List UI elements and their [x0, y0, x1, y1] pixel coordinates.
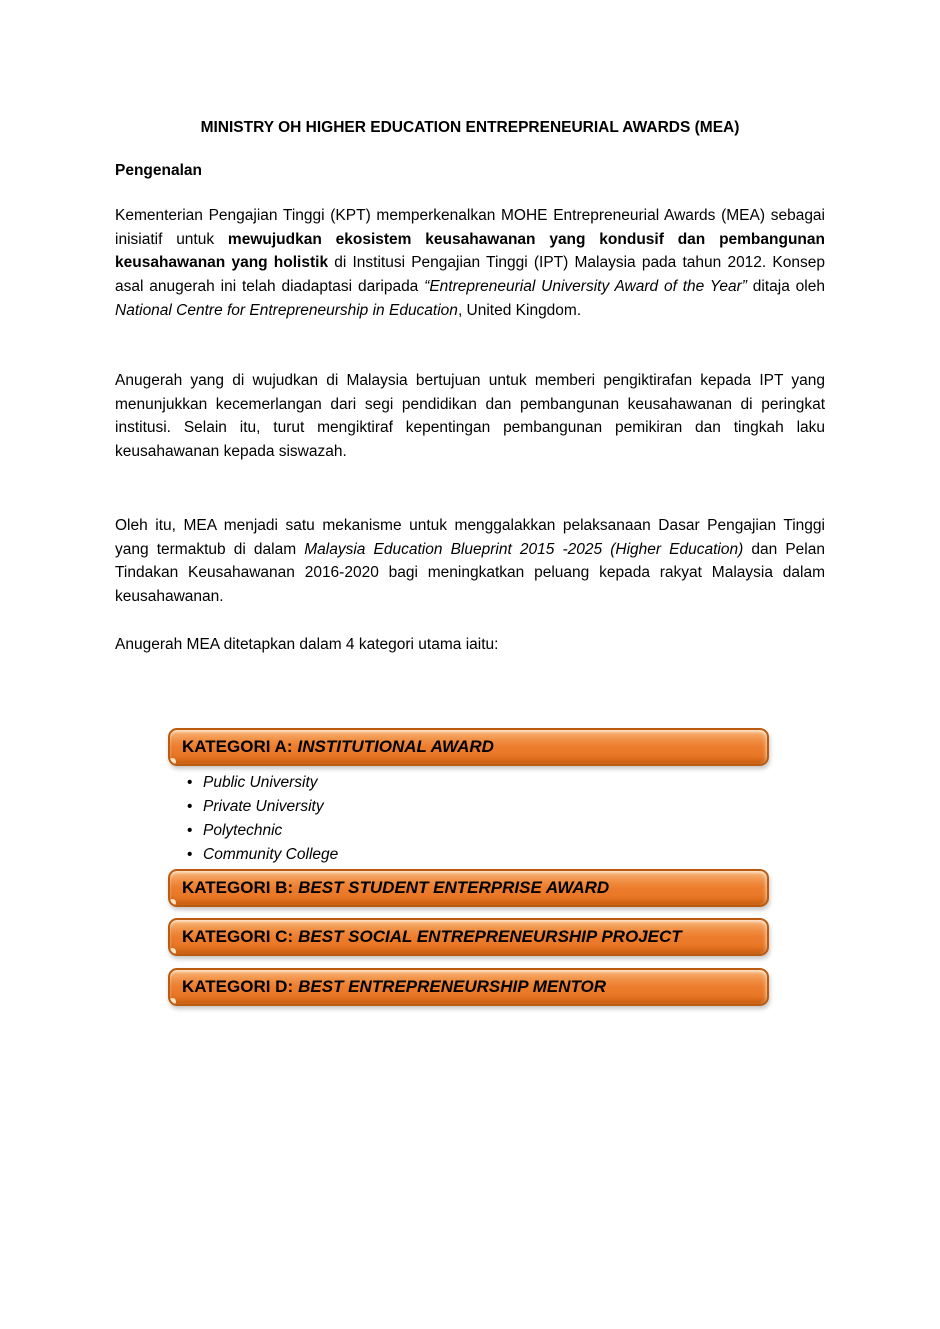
category-name: INSTITUTIONAL AWARD [297, 737, 494, 757]
text-run-normal: di Institusi Pengajian Tinggi (IPT) Malaysia pada tahun 2012. Konsep asal anugerah ini telah diadaptasi daripada [115, 254, 825, 296]
text-run-normal: , United Kingdom. [457, 301, 582, 319]
paragraph-4 [115, 633, 825, 657]
text-run-bold: mewujudkan ekosistem keusahawanan yang kondusif dan pembangunan keusahawanan yang holistik [115, 230, 825, 272]
category-name: BEST ENTREPRENEURSHIP MENTOR [298, 977, 607, 997]
category-banner [168, 918, 769, 956]
text-run-normal: Oleh itu, MEA menjadi satu mekanisme untuk menggalakkan pelaksanaan Dasar Pengajian Tinggi yang termaktub di dalam [115, 517, 825, 558]
page-title: MINISTRY OH HIGHER EDUCATION ENTREPRENEURIAL AWARDS (MEA) [200, 119, 740, 136]
category-block-a [168, 728, 769, 867]
text-run-normal: Anugerah MEA ditetapkan dalam 4 kategori utama iaitu: [115, 636, 499, 653]
category-banner [168, 968, 769, 1006]
category-banner [168, 869, 769, 907]
text-run-italic: National Centre for Entrepreneurship in Education [115, 301, 458, 319]
category-label: KATEGORI B: [182, 878, 294, 898]
bullet-item: • Community College [168, 843, 769, 867]
category-name: BEST SOCIAL ENTREPRENEURSHIP PROJECT [298, 927, 682, 947]
bullet-item: • Public University [168, 771, 769, 795]
section-heading: Pengenalan [115, 162, 202, 179]
text-run-normal: ditaja oleh [746, 278, 825, 296]
text-run-italic: “Entrepreneurial University Award of the Year” [424, 278, 747, 296]
text-run-italic: Malaysia Education Blueprint 2015 -2025 (Higher Education) [304, 540, 744, 558]
text-run-normal: Anugerah yang di wujudkan di Malaysia bertujuan untuk memberi pengiktirafan kepada IPT yang menunjukkan kecemerlangan dari segi pendidikan dan pembangunan keusahawanan di peringkat institusi. Selain itu, turut mengiktiraf kepentingan pembangunan pemikiran dan tingkah laku keusahawanan kepada siswazah. [115, 372, 825, 461]
paragraph-2 [115, 369, 825, 464]
paragraph-3 [115, 514, 825, 609]
category-label: KATEGORI D: [182, 977, 294, 997]
category-label: KATEGORI C: [182, 927, 294, 947]
text-run-normal: Kementerian Pengajian Tinggi (KPT) memperkenalkan MOHE Entrepreneurial Awards (MEA) sebagai inisiatif untuk [115, 207, 825, 248]
category-block-b [168, 869, 769, 907]
category-name: BEST STUDENT ENTERPRISE AWARD [298, 878, 610, 898]
category-block-d [168, 968, 769, 1006]
bullet-item: • Polytechnic [168, 819, 769, 843]
text-run-normal: dan Pelan Tindakan Keusahawanan 2016-2020 bagi meningkatkan peluang kepada rakyat Malaysia dalam keusahawanan. [115, 540, 825, 606]
bullet-item: • Private University [168, 795, 769, 819]
paragraph-1 [115, 204, 825, 323]
category-banner [168, 728, 769, 766]
category-block-c [168, 918, 769, 956]
category-bullet-list [168, 771, 769, 867]
category-label: KATEGORI A: [182, 737, 293, 757]
category-list [168, 728, 769, 1006]
